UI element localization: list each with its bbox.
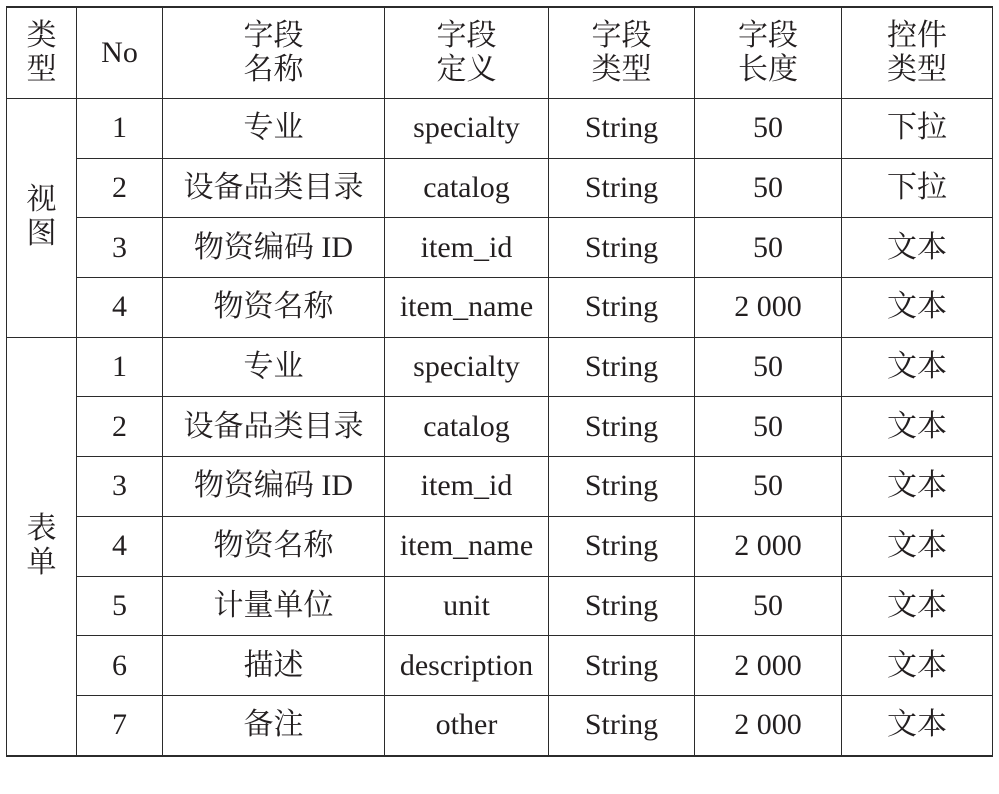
table-row (7, 218, 993, 278)
cell-field-length: 50 (695, 397, 842, 457)
cell-field-name: 物资编码 ID (163, 218, 385, 278)
cell-field-length: 2 000 (695, 516, 842, 576)
table-row (7, 278, 993, 338)
cell-no: 7 (77, 695, 163, 755)
table-row (7, 636, 993, 696)
cell-field-name: 计量单位 (163, 576, 385, 636)
cell-control-type: 文本 (842, 397, 993, 457)
cell-control-type: 文本 (842, 636, 993, 696)
cell-field-definition: specialty (385, 337, 549, 397)
cell-field-name: 专业 (163, 99, 385, 159)
cell-control-type: 文本 (842, 516, 993, 576)
cell-field-definition: description (385, 636, 549, 696)
cell-no: 3 (77, 457, 163, 517)
cell-no: 3 (77, 218, 163, 278)
table-row (7, 397, 993, 457)
cell-field-length: 50 (695, 576, 842, 636)
table-row (7, 457, 993, 517)
cell-field-definition: unit (385, 576, 549, 636)
header-field-length: 字段 长度 (695, 7, 842, 99)
cell-control-type: 文本 (842, 576, 993, 636)
cell-field-length: 2 000 (695, 695, 842, 755)
cell-field-type: String (549, 397, 695, 457)
cell-no: 6 (77, 636, 163, 696)
cell-no: 1 (77, 99, 163, 159)
table-body (7, 99, 993, 756)
cell-field-name: 物资名称 (163, 278, 385, 338)
cell-control-type: 文本 (842, 218, 993, 278)
header-no: No (77, 7, 163, 99)
header-control-type: 控件 类型 (842, 7, 993, 99)
cell-field-length: 50 (695, 457, 842, 517)
cell-field-name: 专业 (163, 337, 385, 397)
cell-field-type: String (549, 99, 695, 159)
header-field-type: 字段 类型 (549, 7, 695, 99)
cell-control-type: 文本 (842, 695, 993, 755)
cell-field-type: String (549, 636, 695, 696)
cell-field-definition: catalog (385, 158, 549, 218)
cell-field-definition: specialty (385, 99, 549, 159)
cell-control-type: 文本 (842, 278, 993, 338)
cell-field-definition: item_id (385, 218, 549, 278)
table-row (7, 516, 993, 576)
cell-field-name: 设备品类目录 (163, 397, 385, 457)
cell-no: 1 (77, 337, 163, 397)
header-field-definition: 字段 定义 (385, 7, 549, 99)
table-row (7, 695, 993, 755)
table-row (7, 158, 993, 218)
cell-field-length: 50 (695, 337, 842, 397)
cell-field-length: 50 (695, 99, 842, 159)
table-row (7, 337, 993, 397)
cell-control-type: 下拉 (842, 158, 993, 218)
cell-field-name: 备注 (163, 695, 385, 755)
cell-field-type: String (549, 337, 695, 397)
cell-field-type: String (549, 278, 695, 338)
table-header (7, 7, 993, 99)
cell-field-type: String (549, 576, 695, 636)
cell-field-type: String (549, 158, 695, 218)
cell-control-type: 下拉 (842, 99, 993, 159)
group-label-form: 表 单 (7, 337, 77, 755)
cell-field-type: String (549, 218, 695, 278)
cell-field-name: 设备品类目录 (163, 158, 385, 218)
cell-field-name: 物资编码 ID (163, 457, 385, 517)
cell-no: 2 (77, 397, 163, 457)
cell-field-definition: item_name (385, 516, 549, 576)
cell-field-type: String (549, 516, 695, 576)
table-row (7, 576, 993, 636)
cell-field-definition: item_id (385, 457, 549, 517)
header-type: 类 型 (7, 7, 77, 99)
cell-control-type: 文本 (842, 457, 993, 517)
cell-field-length: 50 (695, 218, 842, 278)
cell-field-length: 2 000 (695, 636, 842, 696)
cell-no: 5 (77, 576, 163, 636)
cell-field-definition: item_name (385, 278, 549, 338)
table-row (7, 99, 993, 159)
header-row (7, 7, 993, 99)
cell-field-definition: other (385, 695, 549, 755)
cell-field-name: 物资名称 (163, 516, 385, 576)
cell-field-name: 描述 (163, 636, 385, 696)
cell-field-definition: catalog (385, 397, 549, 457)
cell-control-type: 文本 (842, 337, 993, 397)
cell-field-type: String (549, 457, 695, 517)
header-field-name: 字段 名称 (163, 7, 385, 99)
group-label-view: 视 图 (7, 99, 77, 338)
field-spec-table (6, 6, 993, 757)
cell-field-length: 2 000 (695, 278, 842, 338)
cell-field-type: String (549, 695, 695, 755)
cell-no: 4 (77, 516, 163, 576)
cell-no: 2 (77, 158, 163, 218)
cell-no: 4 (77, 278, 163, 338)
cell-field-length: 50 (695, 158, 842, 218)
